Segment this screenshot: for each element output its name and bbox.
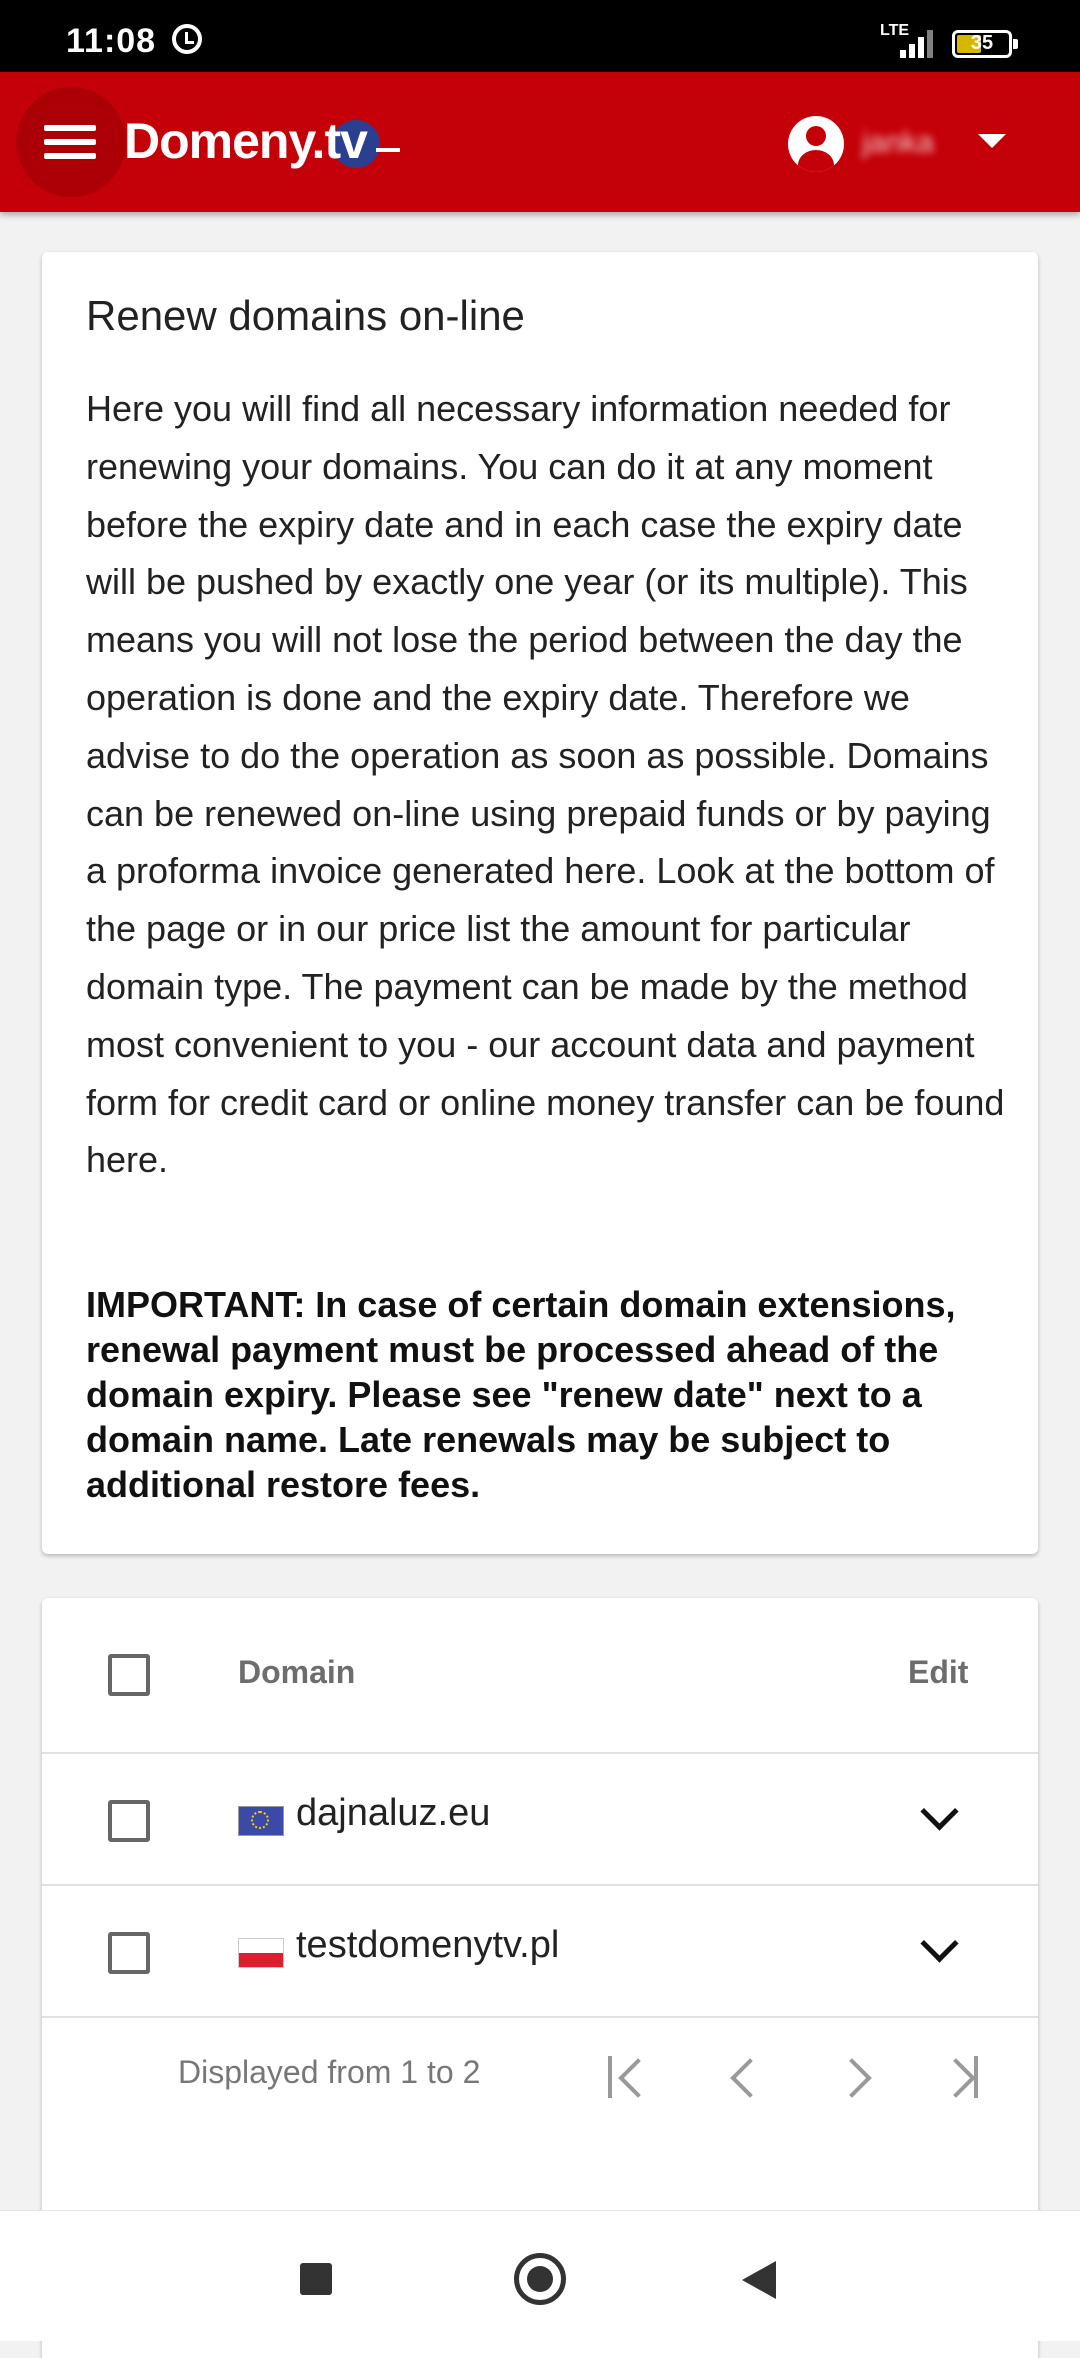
recent-apps-icon[interactable]	[300, 2263, 332, 2295]
signal-icon	[900, 26, 940, 58]
pagination	[42, 2014, 1038, 2134]
home-icon[interactable]	[514, 2253, 566, 2305]
info-description: Here you will find all necessary information needed for renewing your domains. You can do it at any moment before the expiry date and in each case the expiry date will be pushed by exactly one year (or its multiple). This means you will not lose the period between the day the operation is done and the expiry date. Therefore we advise to do the operation as soon as possible. Domains can be renewed on-line using prepaid funds or by paying a proforma invoice generated here. Look at the bottom of the page or in our price list the amount for particular domain type. The payment can be made by the method most convenient to you - our account data and payment form for credit card or online money transfer can be found here.	[86, 388, 1005, 1181]
table-row	[42, 1886, 1038, 2018]
status-time: 11:08	[66, 22, 157, 60]
table-header	[42, 1598, 1038, 1754]
info-card	[42, 252, 1038, 1554]
account-circle-icon	[788, 116, 844, 172]
column-header-domain: Domain	[238, 1654, 356, 1690]
logo-text: Domeny.tv	[124, 113, 367, 169]
domain-name[interactable]: dajnaluz.eu	[296, 1792, 491, 1834]
chevron-down-icon[interactable]	[920, 1792, 958, 1830]
app-bar	[0, 72, 1080, 212]
page-title: Renew domains on-line	[86, 292, 525, 339]
battery-icon	[952, 30, 1012, 58]
username: janka	[862, 126, 934, 159]
row-checkbox[interactable]	[108, 1932, 150, 1974]
pagination-range: Displayed from 1 to 2	[178, 2054, 481, 2090]
network-type: LTE	[880, 22, 910, 39]
hamburger-menu-icon[interactable]	[16, 87, 126, 197]
first-page-icon[interactable]	[604, 2052, 660, 2102]
row-checkbox[interactable]	[108, 1800, 150, 1842]
status-bar	[0, 0, 1080, 72]
next-page-icon[interactable]	[830, 2052, 886, 2102]
user-menu[interactable]	[780, 110, 1020, 174]
eu-flag-icon	[238, 1806, 284, 1836]
back-icon[interactable]	[742, 2261, 776, 2299]
alarm-icon	[172, 24, 202, 54]
previous-page-icon[interactable]	[720, 2052, 776, 2102]
last-page-icon[interactable]	[938, 2052, 994, 2102]
important-notice: IMPORTANT: In case of certain domain extensions, renewal payment must be processed ahead of the domain expiry. Please see "renew date" next to a domain name. Late renewals may be subject to additional restore fees.	[86, 1284, 956, 1505]
logo[interactable]	[124, 112, 404, 182]
pl-flag-icon	[238, 1938, 284, 1968]
domain-name[interactable]: testdomenytv.pl	[296, 1924, 560, 1966]
caret-down-icon	[978, 134, 1006, 148]
battery-level: 35	[970, 32, 994, 54]
chevron-down-icon[interactable]	[920, 1924, 958, 1962]
system-navigation-bar	[0, 2210, 1080, 2341]
column-header-edit: Edit	[908, 1654, 969, 1690]
table-row	[42, 1754, 1038, 1886]
select-all-checkbox[interactable]	[108, 1654, 150, 1696]
